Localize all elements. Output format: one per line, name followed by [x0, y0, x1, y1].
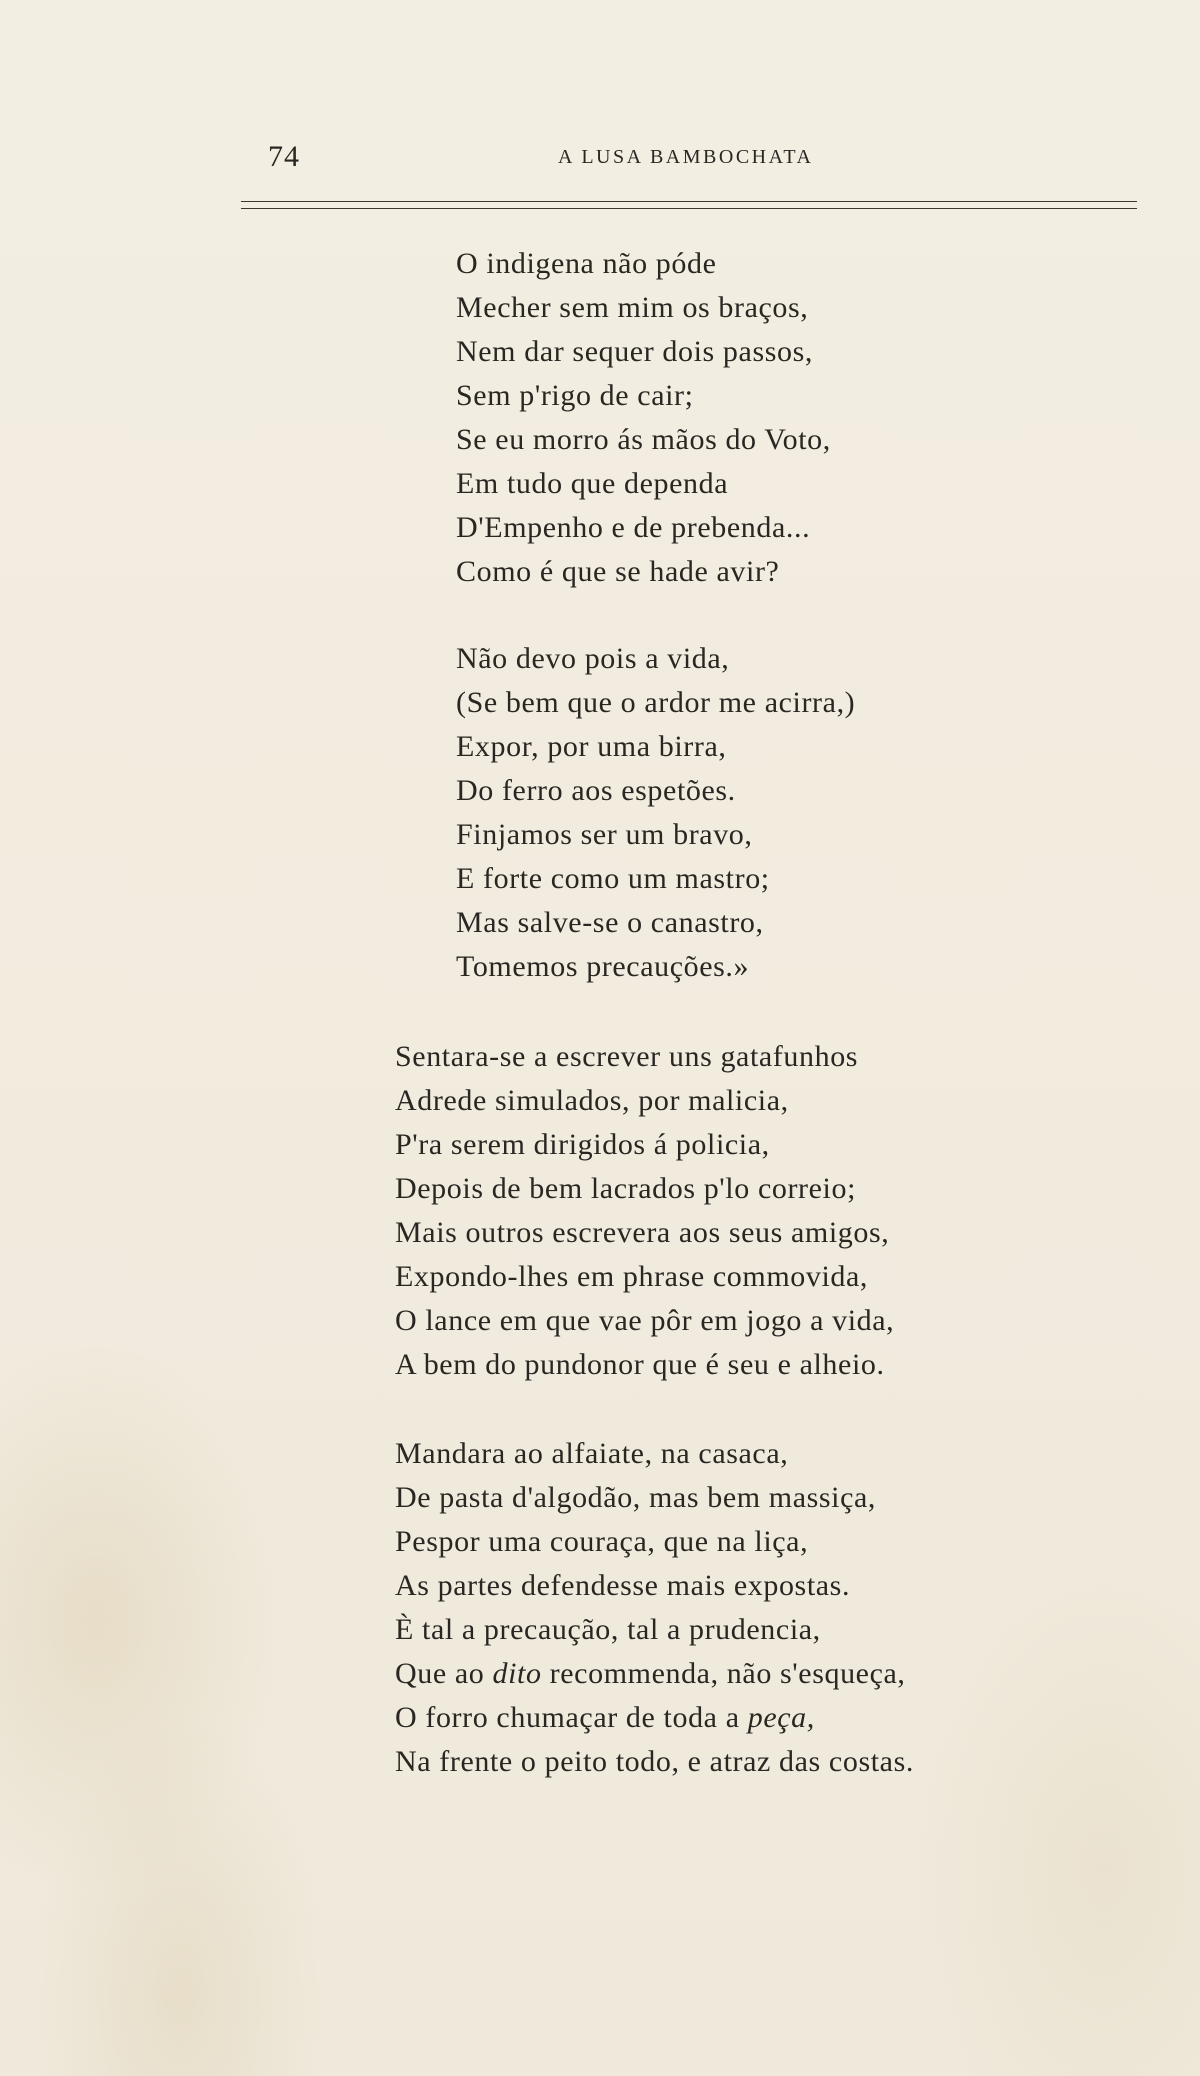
verse-line: Do ferro aos espetões. [456, 774, 736, 807]
verse-line: Tomemos precauções.» [456, 950, 750, 983]
header-double-rule [241, 201, 1137, 209]
verse-line: Nem dar sequer dois passos, [456, 335, 813, 368]
verse-line: Sem p'rigo de cair; [456, 379, 694, 412]
running-title: A LUSA BAMBOCHATA [558, 146, 814, 168]
verse-line: Mandara ao alfaiate, na casaca, [395, 1437, 789, 1470]
verse-line: De pasta d'algodão, mas bem massiça, [395, 1481, 877, 1514]
verse-line: Em tudo que dependa [456, 467, 729, 500]
verse-line: P'ra serem dirigidos á policia, [395, 1128, 770, 1161]
stanza-4 [395, 1432, 914, 1784]
verse-line: E forte como um mastro; [456, 862, 770, 895]
verse-line: Mas salve-se o canastro, [456, 906, 764, 939]
verse-line: O lance em que vae pôr em jogo a vida, [395, 1304, 895, 1337]
verse-line: Na frente o peito todo, e atraz das costas. [395, 1745, 914, 1778]
verse-line: As partes defendesse mais expostas. [395, 1569, 851, 1602]
verse-text: Que ao [395, 1657, 493, 1690]
verse-line: Se eu morro ás mãos do Voto, [456, 423, 831, 456]
italic-word: dito [492, 1657, 542, 1690]
verse-line: Expondo-lhes em phrase commovida, [395, 1260, 869, 1293]
verse-line: Adrede simulados, por malicia, [395, 1084, 789, 1117]
verse-line [395, 1652, 914, 1696]
running-head [268, 140, 1143, 180]
verse-line: Não devo pois a vida, [456, 642, 730, 675]
stanza-3 [395, 1035, 894, 1387]
stanza-1 [456, 242, 831, 594]
verse-line: Como é que se hade avir? [456, 555, 780, 588]
verse-line: Finjamos ser um bravo, [456, 818, 753, 851]
verse-line: O indigena não póde [456, 247, 717, 280]
verse-line: A bem do pundonor que é seu e alheio. [395, 1348, 885, 1381]
verse-line: (Se bem que o ardor me acirra,) [456, 686, 856, 719]
verse-text: O forro chumaçar de toda a [395, 1701, 748, 1734]
verse-text: recommenda, não s'esqueça, [541, 1657, 906, 1690]
stanza-2 [456, 637, 855, 989]
verse-line: Mais outros escrevera aos seus amigos, [395, 1216, 890, 1249]
verse-line: Mecher sem mim os braços, [456, 291, 809, 324]
verse-line: Sentara-se a escrever uns gatafunhos [395, 1040, 859, 1073]
verse-line: Expor, por uma birra, [456, 730, 727, 763]
verse-line: Depois de bem lacrados p'lo correio; [395, 1172, 857, 1205]
page-number: 74 [268, 140, 300, 173]
verse-line [395, 1696, 914, 1740]
italic-word: peça, [747, 1701, 815, 1734]
verse-line: È tal a precaução, tal a prudencia, [395, 1613, 821, 1646]
verse-line: Pespor uma couraça, que na liça, [395, 1525, 809, 1558]
verse-line: D'Empenho e de prebenda... [456, 511, 811, 544]
